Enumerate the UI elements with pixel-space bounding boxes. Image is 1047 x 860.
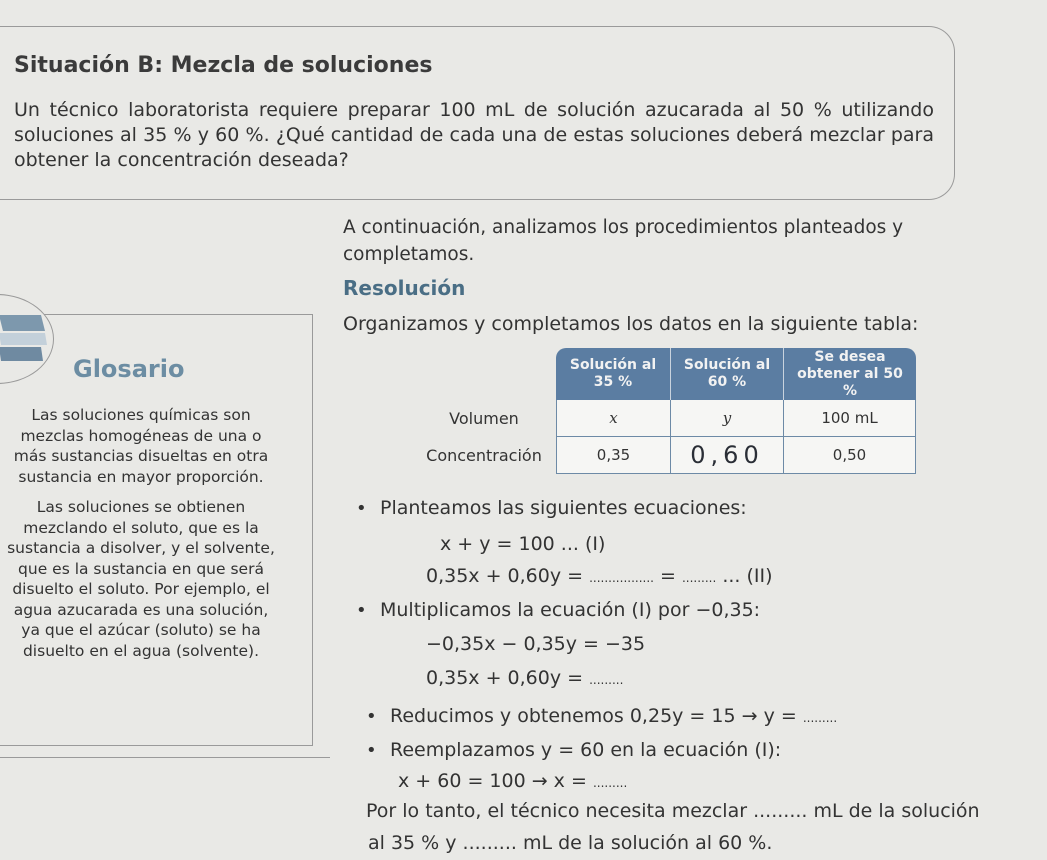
glossary-text	[6, 405, 276, 671]
intro-text: A continuación, analizamos los procedimientos planteados y completamos.	[343, 217, 904, 265]
table-cell: 0,50	[784, 437, 916, 474]
step-reducimos	[390, 705, 837, 727]
conclusion-line-2: al 35 % y ......... mL de la solución al 60 %.	[368, 832, 773, 854]
table-header: Solución al 60 %	[671, 348, 784, 400]
equation-5	[398, 770, 627, 792]
table-row	[412, 400, 916, 437]
blank-field: .........	[681, 571, 717, 585]
bullet-icon: •	[356, 498, 367, 519]
step-reemplazamos: Reemplazamos y = 60 en la ecuación (I):	[390, 739, 782, 761]
equation-2-left: 0,35x + 0,60y =	[426, 565, 590, 587]
table-cell: 0,35	[556, 437, 671, 474]
conclusion-line-1: Por lo tanto, el técnico necesita mezclar ......... mL de la solución	[366, 800, 980, 822]
row-label: Concentración	[426, 446, 542, 465]
equation-5-text: x + 60 = 100 → x =	[398, 770, 593, 792]
problem-statement: Un técnico laboratorista requiere preparar 100 mL de solución azucarada al 50 % utilizando soluciones al 35 % y 60 %. ¿Qué cantidad de cada una de estas soluciones deberá mezclar para obtener la concentración deseada?	[14, 99, 934, 171]
glossary-example: Las soluciones se obtienen mezclando el soluto, que es la sustancia a disolver, y el solvente, que es la sustancia en que será disuelto el soluto. Por ejemplo, el agua azucarada es una solución, ya que el azúcar (soluto) se ha disuelto en el agua (solvente).	[7, 498, 275, 660]
equation-3: −0,35x − 0,35y = −35	[426, 633, 646, 655]
table-row	[412, 437, 916, 474]
glossary-definition: Las soluciones químicas son mezclas homogéneas de una o más sustancias disueltas en otra sustancia en mayor proporción.	[13, 406, 269, 486]
equals-sign: =	[653, 565, 682, 587]
equation-4	[426, 667, 623, 689]
handwritten-answer: 0,60	[671, 437, 784, 474]
equation-1: x + y = 100 ... (I)	[440, 533, 606, 555]
table-cell: 100 mL	[784, 400, 916, 437]
table-header: Se desea obtener al 50 %	[784, 348, 916, 400]
glossary-title: Glosario	[73, 355, 185, 383]
equation-4-left: 0,35x + 0,60y =	[426, 667, 590, 689]
blank-field: .........	[592, 776, 628, 790]
book-icon	[0, 294, 54, 384]
table-header: Solución al 35 %	[556, 348, 671, 400]
step-planteamos: Planteamos las siguientes ecuaciones:	[380, 497, 747, 519]
bullet-icon: •	[366, 706, 377, 727]
blank-field: .................	[589, 571, 654, 585]
step-reducimos-text: Reducimos y obtenemos 0,25y = 15 → y =	[390, 705, 803, 727]
table-cell: y	[671, 400, 784, 437]
glossary-divider	[0, 757, 330, 758]
table-cell: x	[556, 400, 671, 437]
blank-field: .........	[589, 673, 624, 687]
blank-field: .........	[802, 711, 838, 725]
equation-2	[426, 565, 773, 587]
organize-instruction: Organizamos y completamos los datos en la siguiente tabla:	[343, 313, 919, 335]
data-table	[412, 348, 916, 474]
section-title: Situación B: Mezcla de soluciones	[14, 53, 433, 78]
bullet-icon: •	[366, 740, 377, 761]
row-label: Volumen	[449, 409, 519, 428]
resolucion-heading: Resolución	[343, 276, 466, 300]
step-multiplicamos: Multiplicamos la ecuación (I) por −0,35:	[380, 599, 761, 621]
bullet-icon: •	[356, 600, 367, 621]
equation-2-tag: ... (II)	[716, 565, 773, 587]
